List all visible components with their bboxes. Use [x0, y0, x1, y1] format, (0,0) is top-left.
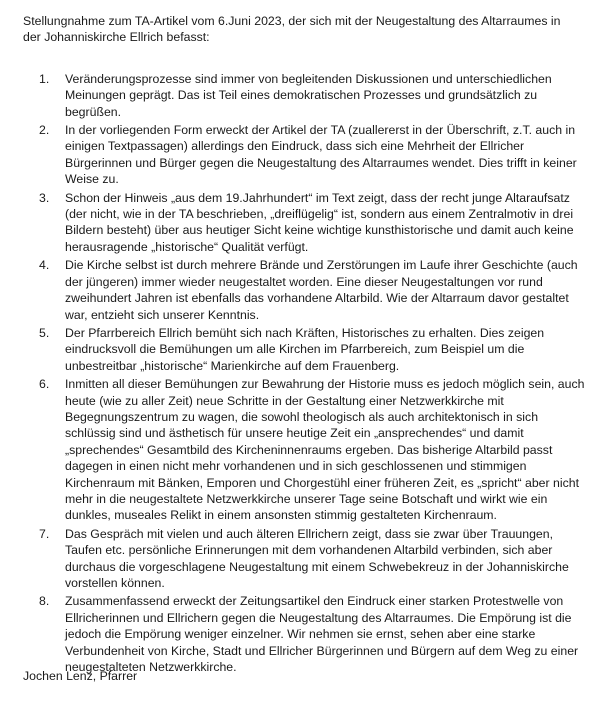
list-item-text: Der Pfarrbereich Ellrich bemüht sich nach Kräften, Historisches zu erhalten. Dies zeigen eindrucksvoll die Bemühungen um alle Kirchen im Pfarrbereich, zum Beispiel um die unbestreitbar „historische“ Marienkirche auf dem Frauenberg.: [65, 325, 545, 373]
list-item-text: Die Kirche selbst ist durch mehrere Brände und Zerstörungen im Laufe ihrer Geschichte (auch der jüngeren) immer wieder neugestaltet worden. Eine dieser Neugestaltungen vor rund zweihundert Jahren ist ebenfalls das vorhandene Altarbild. Wie der Altarraum davor gestaltet war, entzieht sich unserer Kenntnis.: [65, 258, 578, 322]
list-item-text: Veränderungsprozesse sind immer von begleitenden Diskussionen und unterschiedlichen Meinungen geprägt. Das ist Teil eines demokratischen Prozesses und grundsätzlich zu begrüßen.: [65, 71, 552, 119]
list-item: [23, 593, 585, 675]
list-item-number: 4.: [39, 258, 50, 273]
list-item-number: 3.: [39, 190, 50, 205]
document-intro: Stellungnahme zum TA-Artikel vom 6.Juni 2023, der sich mit der Neugestaltung des Altarraumes in der Johanniskirche Ellrich befasst:: [23, 14, 561, 45]
list-item: [23, 376, 585, 524]
list-item-text: In der vorliegenden Form erweckt der Artikel der TA (zuallererst in der Überschrift, z.T. auch in einigen Textpassagen) allerdings den Eindruck, dass sich eine Mehrheit der Ellricher Bürgerinnen und Bürger gegen die Neugestaltung des Altarraumes wendet. Dies trifft in keiner Weise zu.: [65, 123, 577, 187]
list-item-number: 5.: [39, 325, 50, 340]
statement-list: [23, 71, 585, 676]
list-item-number: 1.: [39, 71, 50, 86]
list-item-text: Zusammenfassend erweckt der Zeitungsartikel den Eindruck einer starken Protestwelle von Ellricherinnen und Ellrichern gegen die Neugestaltung des Altarraumes. Die Empörung ist die jedoch die Empörung weniger einzelner. Wir nehmen sie ernst, sehen aber eine starke Verbundenheit von Kirche, Stadt und Ellricher Bürgerinnen und Bürgern auf dem Weg zu einer neugestalteten Netzwerkkirche.: [65, 594, 579, 675]
list-item: [23, 122, 585, 188]
list-item-text: Inmitten all dieser Bemühungen zur Bewahrung der Historie muss es jedoch möglich sein, auch heute (wie zu aller Zeit) neue Schritte in der Gestaltung einer Netzwerkkirche mit Begegnungszentrum zu wagen, die sowohl theologisch als auch architektonisch in sich schlüssig sind und ästhetisch für unsere heutige Zeit ein „ansprechendes“ und damit „sprechendes“ Gesamtbild des Kircheninnenraums ergeben. Das bisherige Altarbild passt dagegen in einen nicht mehr vorhandenen und in sich geschlossenen und stimmigen Kirchenraum mit Bänken, Emporen und Chorgestühl einer früheren Zeit, es „spricht“ aber nicht mehr in die neugestaltete Netzwerkkirche unserer Tage seine Botschaft und wirkt wie ein dunkles, museales Relikt in einem ansonsten stimmig gestalteten Kirchenraum.: [65, 377, 585, 523]
list-item: [23, 325, 585, 374]
list-item-number: 6.: [39, 377, 50, 392]
signature: Jochen Lenz, Pfarrer: [23, 669, 138, 683]
list-item: [23, 71, 585, 120]
list-item: [23, 526, 585, 592]
list-item-number: 8.: [39, 594, 50, 609]
list-item: [23, 257, 585, 323]
list-item-text: Schon der Hinweis „aus dem 19.Jahrhundert“ im Text zeigt, dass der recht junge Altaraufsatz (der nicht, wie in der TA beschrieben, „dreiflügelig“ ist, sondern aus einem Zentralmotiv in drei Bildern besteht) über aus heutiger Sicht keine wichtige kunsthistorische und damit auch keine herausragende „historische“ Qualität verfügt.: [65, 190, 574, 254]
list-item-number: 7.: [39, 526, 50, 541]
list-item: [23, 190, 585, 256]
list-item-number: 2.: [39, 123, 50, 138]
list-item-text: Das Gespräch mit vielen und auch älteren Ellrichern zeigt, dass sie zwar über Trauungen, Taufen etc. persönliche Erinnerungen mit dem vorhandenen Altarbild verbinden, sich aber durchaus die vorgeschlagene Neugestaltung mit einem Schwebekreuz in der Johanniskirche vorstellen können.: [65, 526, 569, 590]
